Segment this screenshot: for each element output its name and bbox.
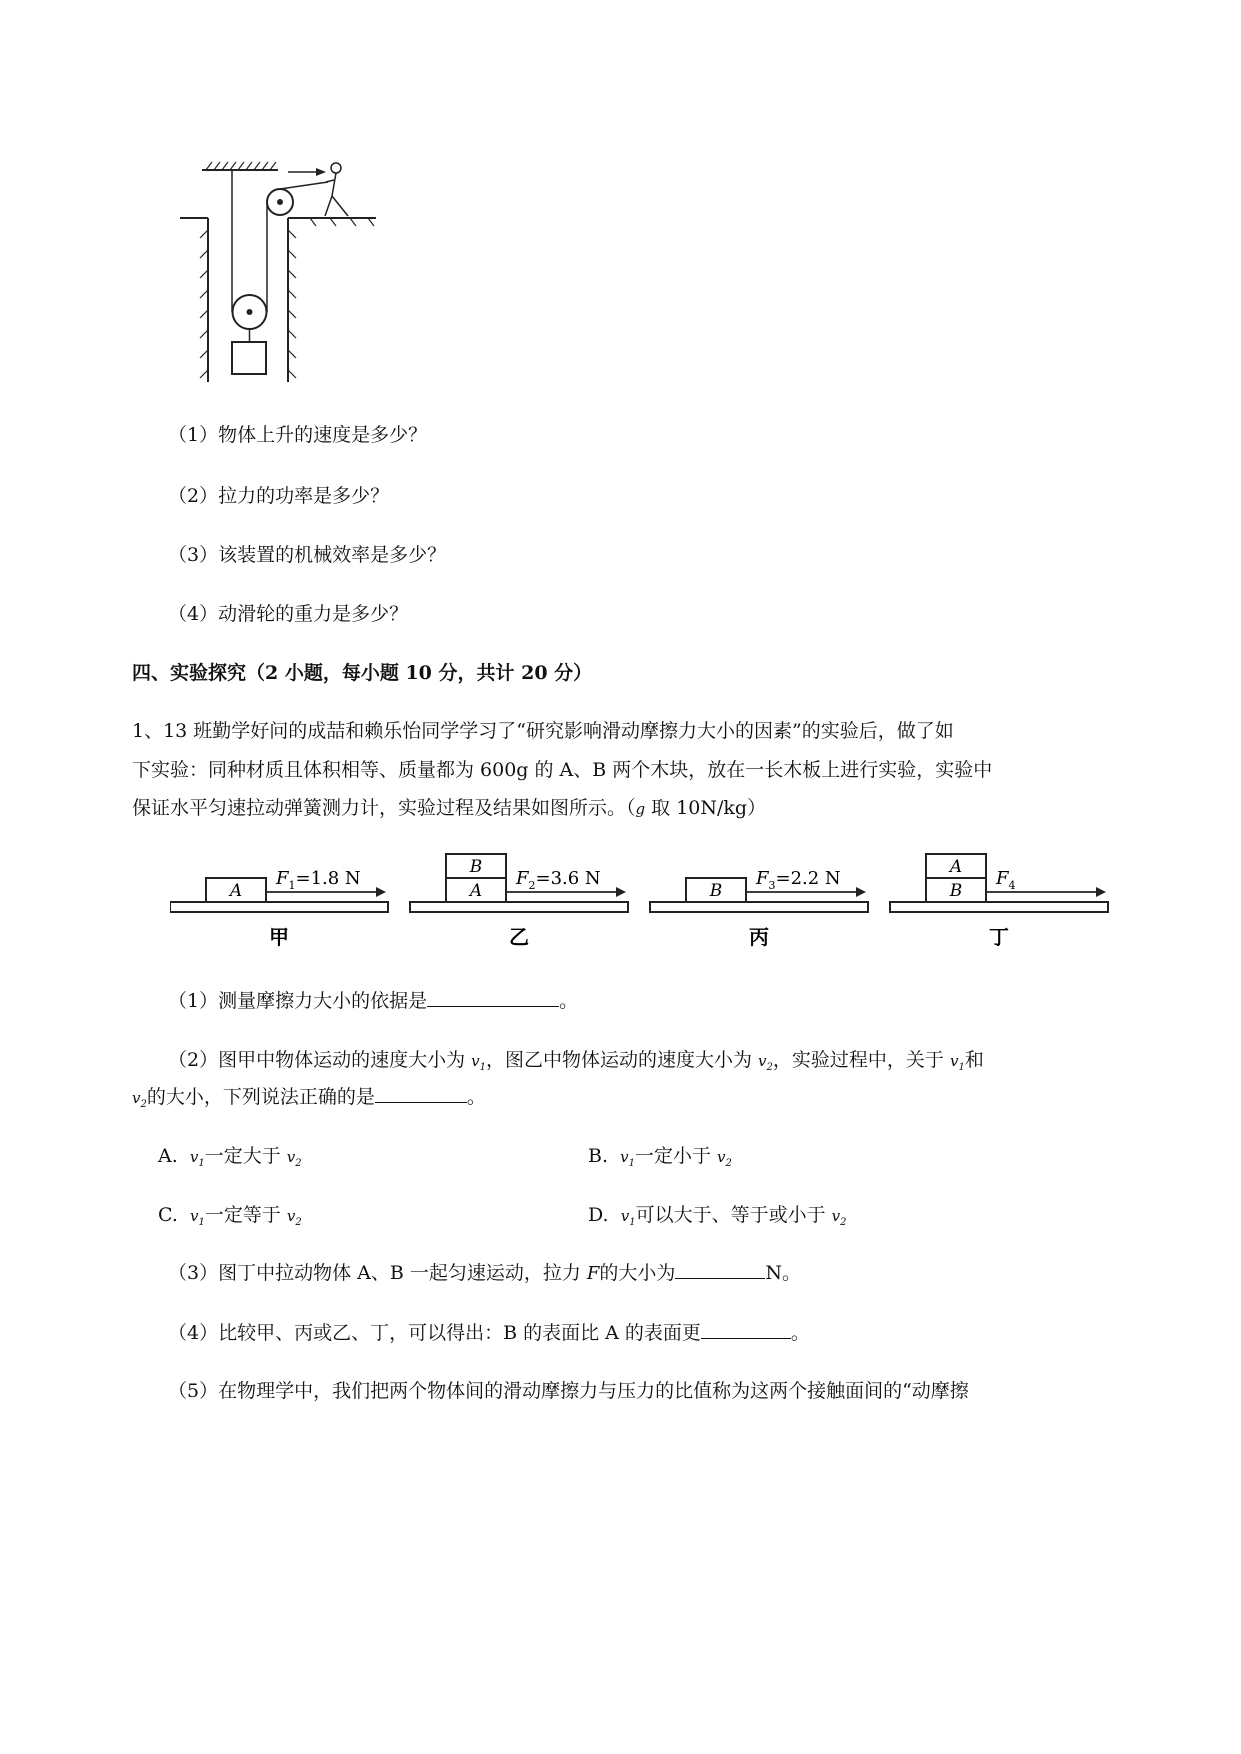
board-3: [650, 902, 868, 912]
panel-label: 丁: [989, 925, 1009, 949]
block-label: A: [949, 857, 963, 877]
answer-blank-1[interactable]: [427, 988, 559, 1007]
question-1-text: （1）测量摩擦力大小的依据是: [168, 990, 428, 1012]
pulley-question-3: （3）该装置的机械效率是多少？: [168, 544, 447, 566]
question-2-part-c: ，实验过程中，关于: [772, 1049, 950, 1071]
friction-experiment-figure: [170, 852, 1114, 954]
pulley-question-4: （4）动滑轮的重力是多少？: [168, 603, 409, 625]
answer-blank-2[interactable]: [375, 1084, 467, 1103]
v1-symbol: $v_1$: [471, 1052, 486, 1073]
pulley-diagram: [180, 160, 400, 420]
question-2-part-b: ，图乙中物体运动的速度大小为: [486, 1049, 759, 1071]
question-3-end: N。: [765, 1262, 802, 1284]
option-a-text: 一定大于: [204, 1145, 281, 1167]
block-label: B: [949, 881, 963, 901]
board-1: [170, 902, 388, 912]
board-4: [890, 902, 1108, 912]
question-2-line-1: [168, 1047, 984, 1081]
force-arrow-head: [1096, 887, 1106, 897]
problem-1-line-3: [132, 795, 766, 822]
problem-1-line-1: 1、13 班勤学好问的成喆和赖乐怡同学学习了“研究影响滑动摩擦力大小的因素”的实验后，做了如: [132, 720, 954, 742]
question-2-line-2: [132, 1084, 486, 1118]
option-d-text: 可以大于、等于或小于: [635, 1204, 826, 1226]
force-symbol: F: [586, 1263, 600, 1284]
question-1: [168, 988, 578, 1014]
pulley-question-2: （2）拉力的功率是多少？: [168, 485, 390, 507]
problem-1-line-2: 下实验：同种材质且体积相等、质量都为 600g 的 A、B 两个木块，放在一长木板上进行实验，实验中: [132, 759, 993, 781]
pulley-question-1: （1）物体上升的速度是多少？: [168, 424, 428, 446]
problem-1-line-3-a: 保证水平匀速拉动弹簧测力计，实验过程及结果如图所示。（: [132, 797, 636, 819]
block-label: B: [469, 857, 483, 877]
force-label: $F_3=2.2$ N: [756, 868, 841, 892]
block-label: B: [709, 881, 723, 901]
panel-label: 甲: [269, 925, 289, 949]
panel-label: 乙: [509, 925, 529, 949]
option-a[interactable]: A. $v_1$一定大于 $v_2$: [158, 1145, 302, 1169]
option-b-text: 一定小于: [634, 1145, 711, 1167]
question-4-text: （4）比较甲、丙或乙、丁，可以得出：B 的表面比 A 的表面更: [168, 1322, 701, 1344]
section-title: 四、实验探究（2 小题，每小题 10 分，共计 20 分）: [132, 662, 593, 684]
question-2-part-a: （2）图甲中物体运动的速度大小为: [168, 1049, 472, 1071]
board-2: [410, 902, 628, 912]
v1-symbol: $v_1$: [949, 1052, 965, 1073]
problem-1-line-3-b: 取 10N/kg）: [645, 797, 767, 819]
question-2-part-d: 和: [964, 1049, 984, 1071]
force-label: $F_4$: [996, 868, 1016, 892]
force-arrow-head: [376, 887, 386, 897]
question-5: （5）在物理学中，我们把两个物体间的滑动摩擦力与压力的比值称为这两个接触面间的“动摩擦: [168, 1380, 969, 1402]
v2-symbol: $v_2$: [132, 1089, 147, 1110]
answer-blank-4[interactable]: [701, 1320, 791, 1339]
option-b[interactable]: B. $v_1$一定小于 $v_2$: [588, 1145, 732, 1169]
question-2-part-e: 的大小，下列说法正确的是: [146, 1086, 375, 1108]
option-d[interactable]: D. $v_1$可以大于、等于或小于 $v_2$: [588, 1204, 847, 1228]
panel-label: 丙: [749, 925, 769, 949]
option-a-letter: A.: [158, 1145, 178, 1167]
force-label: $F_2=3.6$ N: [516, 868, 601, 892]
question-3: [168, 1260, 801, 1287]
question-1-end: 。: [559, 990, 579, 1012]
question-4: [168, 1320, 810, 1346]
force-arrow-head: [616, 887, 626, 897]
question-3-mid: 的大小为: [599, 1262, 676, 1284]
question-4-end: 。: [790, 1322, 810, 1344]
option-c-text: 一定等于: [204, 1204, 281, 1226]
option-c-letter: C.: [158, 1204, 178, 1226]
force-arrow-head: [856, 887, 866, 897]
question-3-text: （3）图丁中拉动物体 A、B 一起匀速运动，拉力: [168, 1262, 587, 1284]
question-2-part-f: 。: [466, 1086, 486, 1108]
answer-blank-3[interactable]: [675, 1260, 765, 1279]
option-b-letter: B.: [588, 1145, 609, 1167]
option-d-letter: D.: [588, 1204, 609, 1226]
force-label: $F_1=1.8$ N: [276, 868, 361, 892]
block-label: A: [229, 881, 243, 901]
v2-symbol: $v_2$: [758, 1052, 773, 1073]
block-label: A: [469, 881, 483, 901]
option-c[interactable]: C. $v_1$一定等于 $v_2$: [158, 1204, 302, 1228]
gravity-symbol: g: [635, 800, 646, 818]
